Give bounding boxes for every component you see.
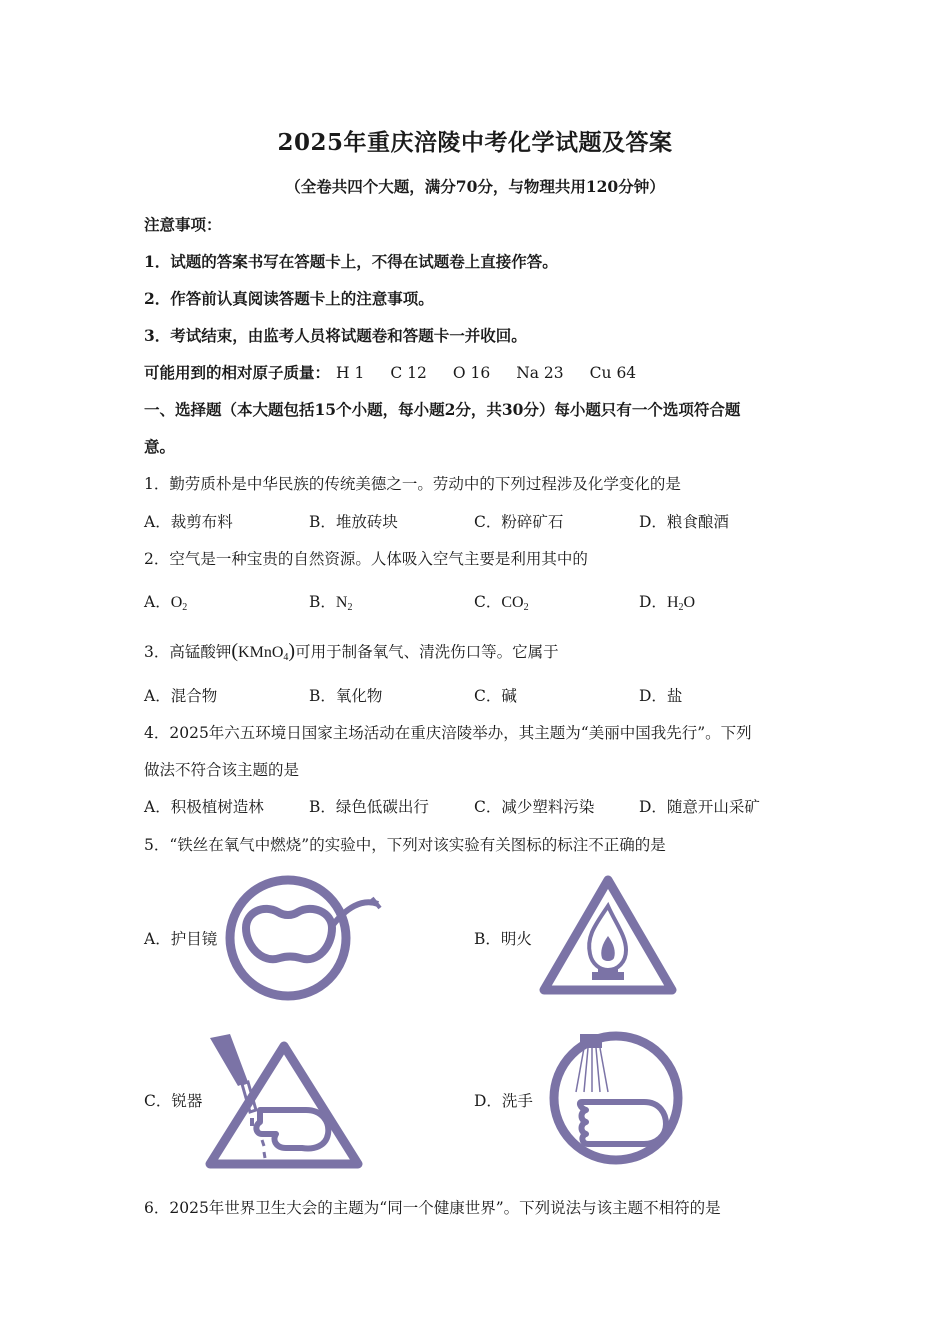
q1-option-c: C．粉碎矿石 [474, 513, 564, 531]
chem-formula: $CO_2$ [501, 594, 529, 613]
q4-option-c: C．减少塑料污染 [474, 798, 595, 816]
flame-icon [536, 872, 680, 1004]
hand-wash-icon [548, 1026, 688, 1174]
page-title: 2025年重庆涪陵中考化学试题及答案 [277, 129, 673, 156]
question-4-stem: 4．2025年六五环境日国家主场活动在重庆涪陵举办，其主题为“美丽中国我先行”。下列 [144, 724, 752, 742]
notes-item: 3．考试结束，由监考人员将试题卷和答题卡一并收回。 [144, 326, 527, 345]
q4-option-a: A．积极植树造林 [144, 798, 264, 816]
notes-item: 2．作答前认真阅读答题卡上的注意事项。 [144, 289, 434, 308]
q4-option-b: B．绿色低碳出行 [309, 798, 429, 816]
q1-option-b: B．堆放砖块 [309, 513, 398, 531]
q3-option-d: D．盐 [639, 687, 683, 705]
option-letter: B． [309, 593, 336, 611]
q1-option-d: D．粮食酿酒 [639, 513, 729, 531]
atomic-mass-value: O 16 [452, 364, 491, 382]
question-1-stem: 1．勤劳质朴是中华民族的传统美德之一。劳动中的下列过程涉及化学变化的是 [144, 475, 681, 493]
q2-option-c [474, 590, 529, 613]
q5-option-c: C．锐器 [144, 1092, 203, 1110]
option-letter: D． [639, 593, 667, 611]
atomic-mass-value: C 12 [390, 364, 427, 382]
question-3-stem: 3．高锰酸钾(KMnO$_4$)可用于制备氧气、清洗伤口等。它属于 [144, 640, 559, 663]
q5-option-d: D．洗手 [474, 1092, 533, 1110]
q5-option-a: A．护目镜 [144, 930, 218, 948]
notes-item: 1．试题的答案书写在答题卡上，不得在试题卷上直接作答。 [144, 252, 558, 271]
question-6-stem: 6．2025年世界卫生大会的主题为“同一个健康世界”。下列说法与该主题不相符的是 [144, 1199, 721, 1217]
option-letter: C． [474, 593, 502, 611]
q2-option-b [309, 590, 352, 613]
notes-heading: 注意事项： [144, 215, 222, 234]
sharp-object-icon [202, 1030, 366, 1176]
atomic-mass-label: 可能用到的相对原子质量： [144, 363, 331, 382]
option-letter: A． [144, 593, 171, 611]
q3-option-a: A．混合物 [144, 687, 218, 705]
atomic-mass-value: Na 23 [516, 364, 564, 382]
question-4-stem-cont: 做法不符合该主题的是 [144, 761, 300, 779]
q3-option-b: B．氧化物 [309, 687, 383, 705]
section-heading: 一、选择题（本大题包括15个小题，每小题2分，共30分）每小题只有一个选项符合题 [144, 400, 741, 419]
chem-formula: $N_2$ [335, 594, 353, 613]
q2-option-d [639, 590, 695, 613]
chem-formula: $O_2$ [170, 594, 188, 613]
q5-option-b: B．明火 [474, 930, 532, 948]
page-subtitle: （全卷共四个大题，满分70分，与物理共用120分钟） [285, 177, 665, 196]
q4-option-d: D．随意开山采矿 [639, 798, 760, 816]
question-2-stem: 2．空气是一种宝贵的自然资源。人体吸入空气主要是利用其中的 [144, 550, 588, 568]
q1-option-a: A．裁剪布料 [144, 513, 233, 531]
question-5-stem: 5．“铁丝在氧气中燃烧”的实验中，下列对该实验有关图标的标注不正确的是 [144, 836, 666, 854]
goggles-icon [222, 868, 382, 1012]
atomic-mass-line [144, 361, 662, 383]
q2-option-a [144, 590, 187, 613]
atomic-mass-value: Cu 64 [589, 364, 637, 382]
chem-formula: $H_2O$ [666, 594, 696, 613]
section-heading-cont: 意。 [144, 437, 176, 456]
q3-option-c: C．碱 [474, 687, 517, 705]
chem-formula: (KMnO$_4$) [231, 640, 296, 663]
atomic-mass-value: H 1 [336, 364, 365, 382]
